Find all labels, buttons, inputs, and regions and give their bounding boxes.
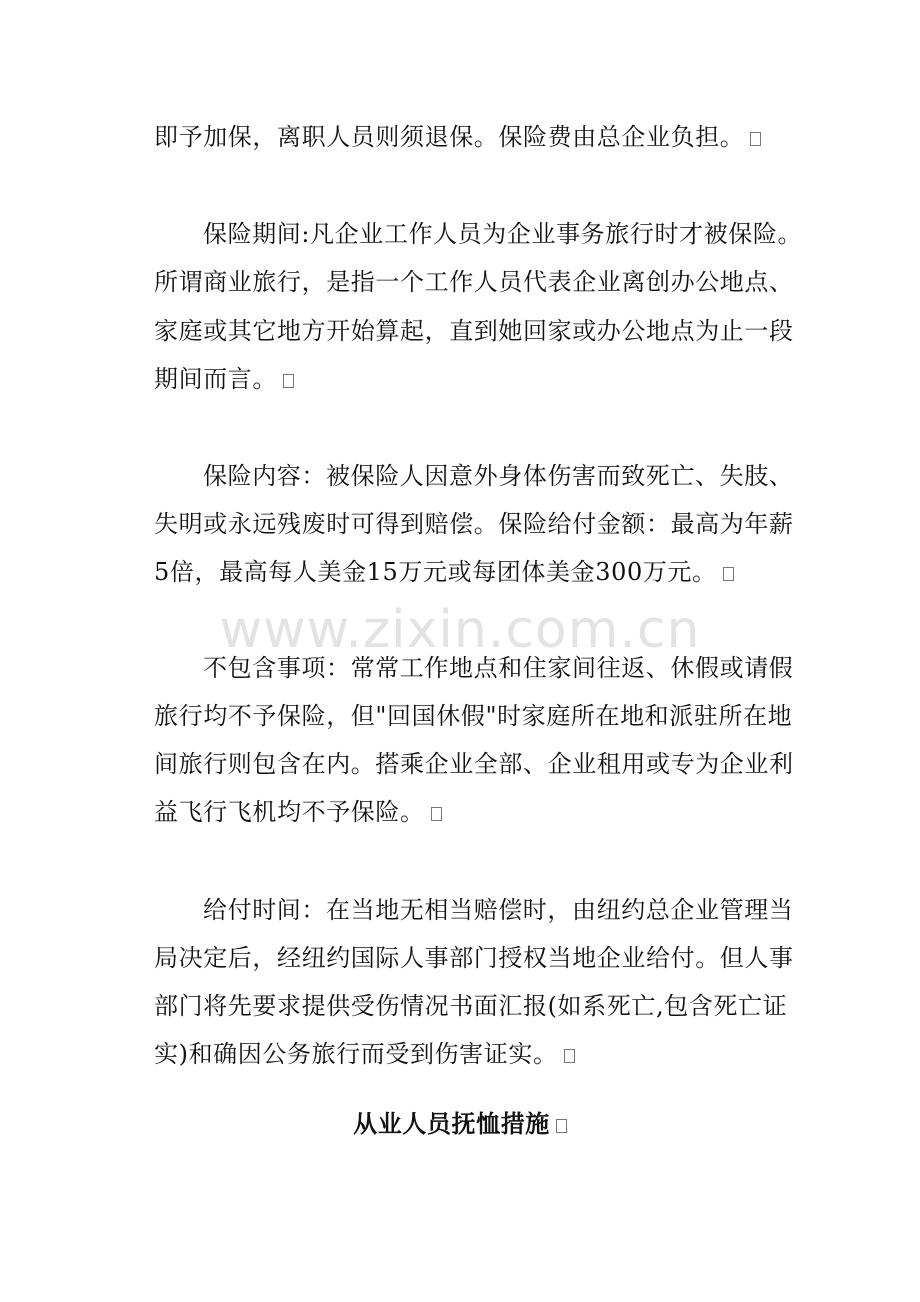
line-text: 旅行均不予保险，但"回国休假"时家庭所在地和派驻所在地 (154, 702, 793, 730)
paragraph-4-line-4 (154, 797, 442, 827)
line-text: 给付时间：在当地无相当赔偿时，由纽约总企业管理当 (203, 896, 794, 924)
paragraph-1-line-1 (154, 122, 761, 152)
line-text: 部门将先要求提供受伤情况书面汇报(如系死亡,包含死亡证 (154, 992, 788, 1020)
paragraph-4-line-3 (154, 749, 794, 779)
paragraph-5-line-2 (154, 943, 794, 973)
line-text: 5倍，最高每人美金15万元或每团体美金300万元。 (154, 558, 717, 586)
paragraph-2-line-3 (154, 316, 794, 346)
paragraph-5-line-1 (203, 895, 793, 925)
paragraph-4-line-2 (154, 701, 792, 731)
heading-text: 从业人员抚恤措施 (353, 1109, 550, 1138)
watermark: www.zixin.com.cn (219, 600, 701, 660)
line-text: 家庭或其它地方开始算起，直到她回家或办公地点为止一段 (154, 317, 794, 345)
paragraph-3-line-2 (154, 509, 794, 539)
paragraph-2-line-4 (154, 364, 294, 394)
line-text: 即予加保，离职人员则须退保。保险费由总企业负担。 (154, 123, 745, 151)
line-text: 不包含事项：常常工作地点和住家间往返、休假或请假 (203, 654, 794, 682)
line-text: 保险期间:凡企业工作人员为企业事务旅行时才被保险。 (203, 220, 803, 248)
paragraph-2-line-1 (203, 219, 802, 249)
line-text: 间旅行则包含在内。搭乘企业全部、企业租用或专为企业利 (154, 750, 794, 778)
line-text: 保险内容：被保险人因意外身体伤害而致死亡、失肢、 (203, 462, 794, 490)
paragraph-5-line-4 (154, 1039, 575, 1069)
paragraph-2-line-2 (154, 267, 794, 297)
paragraph-mark-icon (750, 132, 761, 146)
line-text: 益飞行飞机均不予保险。 (154, 798, 425, 826)
paragraph-mark-icon (723, 567, 734, 581)
paragraph-3-line-1 (203, 461, 793, 491)
paragraph-mark-icon (564, 1049, 575, 1063)
line-text: 失明或永远残废时可得到赔偿。保险给付金额：最高为年薪 (154, 510, 794, 538)
paragraph-4-line-1 (203, 653, 793, 683)
paragraph-mark-icon (431, 807, 442, 821)
section-heading (0, 1104, 920, 1139)
line-text: 局决定后，经纽约国际人事部门授权当地企业给付。但人事 (154, 944, 794, 972)
line-text: 期间而言。 (154, 365, 277, 393)
paragraph-3-line-3 (154, 557, 734, 587)
paragraph-5-line-3 (154, 991, 787, 1021)
line-text: 实)和确因公务旅行而受到伤害证实。 (154, 1040, 558, 1068)
line-text: 所谓商业旅行，是指一个工作人员代表企业离创办公地点、 (154, 268, 794, 296)
paragraph-mark-icon (556, 1119, 567, 1133)
paragraph-mark-icon (283, 374, 294, 388)
